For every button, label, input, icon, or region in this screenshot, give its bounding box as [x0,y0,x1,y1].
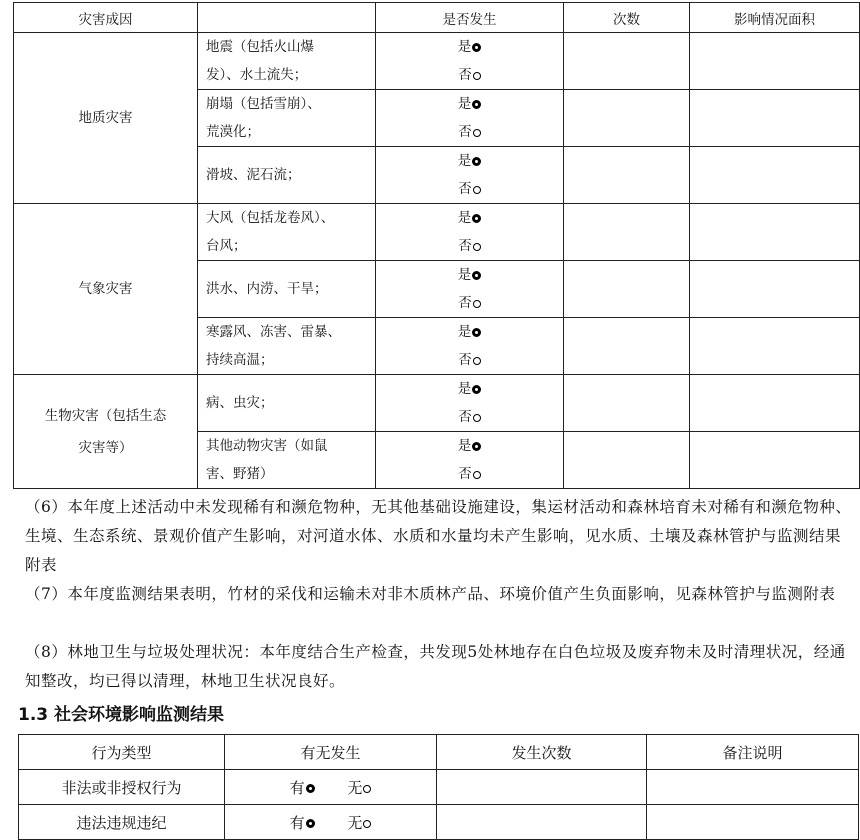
radio-selected-icon[interactable] [472,442,481,451]
count-cell [564,375,690,432]
option-yes[interactable]: 是 [376,318,563,346]
table-row [14,33,860,90]
yes-no-options [376,90,564,147]
cause-geological: 地质灾害 [14,33,198,204]
yes-no-options [225,770,437,805]
radio-selected-icon[interactable] [472,328,481,337]
radio-selected-icon[interactable] [472,100,481,109]
radio-empty-icon[interactable] [473,129,481,137]
option-yes[interactable]: 是 [376,432,563,460]
yes-no-options [376,204,564,261]
count-cell [437,770,647,805]
impact-cell [690,204,860,261]
radio-selected-icon[interactable] [472,214,481,223]
yes-no-options [376,147,564,204]
radio-empty-icon[interactable] [473,300,481,308]
option-no[interactable]: 否 [376,175,563,203]
yes-no-options [225,805,437,840]
radio-empty-icon[interactable] [363,820,371,828]
option-no[interactable]: 否 [376,346,563,374]
header-remarks: 备注说明 [647,735,859,770]
option-no[interactable]: 否 [376,61,563,89]
disaster-type: 崩塌（包括雪崩）、 荒漠化； [198,90,376,147]
option-yes[interactable]: 是 [376,261,563,289]
disaster-table [13,2,860,489]
paragraph-6: （6）本年度上述活动中未发现稀有和濒危物种，无其他基础设施建设，集运材活动和森林培育未对稀有和濒危物种、生境、生态系统、景观价值产生影响，对河道水体、水质和水量均未产生影响，见水质、土壤及森林管护与监测结果附表 [25,498,852,574]
header-occurred: 是否发生 [376,3,564,33]
radio-empty-icon[interactable] [473,471,481,479]
radio-selected-icon[interactable] [472,271,481,280]
behavior-type: 违法违规违纪 [19,805,225,840]
social-table-header [19,735,859,770]
remarks-cell [647,770,859,805]
section-title: 1.3 社会环境影响监测结果 [18,705,225,725]
table-row [19,805,859,840]
disaster-type: 大风（包括龙卷风）、 台风； [198,204,376,261]
radio-empty-icon[interactable] [473,243,481,251]
header-blank [198,3,376,33]
radio-selected-icon[interactable] [306,819,315,828]
disaster-type: 病、虫灾； [198,375,376,432]
radio-empty-icon[interactable] [363,785,371,793]
option-no[interactable]: 否 [376,118,563,146]
count-cell [564,90,690,147]
header-count: 次数 [564,3,690,33]
disaster-type: 洪水、内涝、干旱； [198,261,376,318]
paragraph-7: （7）本年度监测结果表明，竹材的采伐和运输未对非木质林产品、环境价值产生负面影响，见森林管护与监测附表 [25,585,836,603]
disaster-type: 滑坡、泥石流； [198,147,376,204]
impact-cell [690,318,860,375]
radio-selected-icon[interactable] [306,784,315,793]
option-no[interactable]: 无 [347,777,371,798]
social-impact-table [18,734,859,840]
radio-selected-icon[interactable] [472,43,481,52]
header-cause: 灾害成因 [14,3,198,33]
header-occurrence-count: 发生次数 [437,735,647,770]
header-impact-area: 影响情况面积 [690,3,860,33]
count-cell [564,204,690,261]
cause-meteorological: 气象灾害 [14,204,198,375]
disaster-type: 寒露风、冻害、雷暴、 持续高温； [198,318,376,375]
option-no[interactable]: 否 [376,403,563,431]
yes-no-options [376,33,564,90]
yes-no-options [376,375,564,432]
disaster-table-header [14,3,860,33]
yes-no-options [376,318,564,375]
behavior-type: 非法或非授权行为 [19,770,225,805]
header-behavior-type: 行为类型 [19,735,225,770]
count-cell [564,147,690,204]
count-cell [437,805,647,840]
impact-cell [690,261,860,318]
remarks-cell [647,805,859,840]
radio-selected-icon[interactable] [472,157,481,166]
count-cell [564,432,690,489]
option-yes[interactable]: 是 [376,90,563,118]
radio-empty-icon[interactable] [473,357,481,365]
impact-cell [690,90,860,147]
option-no[interactable]: 否 [376,289,563,317]
impact-cell [690,432,860,489]
table-row [19,770,859,805]
option-no[interactable]: 无 [347,812,371,833]
option-yes[interactable]: 是 [376,33,563,61]
radio-empty-icon[interactable] [473,414,481,422]
option-yes[interactable]: 有 [290,777,315,798]
impact-cell [690,147,860,204]
option-yes[interactable]: 是 [376,147,563,175]
option-yes[interactable]: 是 [376,375,563,403]
option-no[interactable]: 否 [376,232,563,260]
cause-biological: 生物灾害（包括生态 灾害等） [14,375,198,489]
table-row [14,204,860,261]
option-yes[interactable]: 有 [290,812,315,833]
impact-cell [690,375,860,432]
radio-empty-icon[interactable] [473,72,481,80]
radio-selected-icon[interactable] [472,385,481,394]
disaster-type: 地震（包括火山爆 发）、水土流失； [198,33,376,90]
count-cell [564,261,690,318]
impact-cell [690,33,860,90]
option-yes[interactable]: 是 [376,204,563,232]
count-cell [564,318,690,375]
yes-no-options [376,261,564,318]
paragraph-8: （8）林地卫生与垃圾处理状况：本年度结合生产检查，共发现5处林地存在白色垃圾及废弃物未及时清理状况，经通知整改，均已得以清理，林地卫生状况良好。 [25,643,846,690]
header-occurrence: 有无发生 [225,735,437,770]
option-no[interactable]: 否 [376,460,563,488]
table-row [14,375,860,432]
disaster-type: 其他动物灾害（如鼠 害、野猪） [198,432,376,489]
radio-empty-icon[interactable] [473,186,481,194]
yes-no-options [376,432,564,489]
count-cell [564,33,690,90]
